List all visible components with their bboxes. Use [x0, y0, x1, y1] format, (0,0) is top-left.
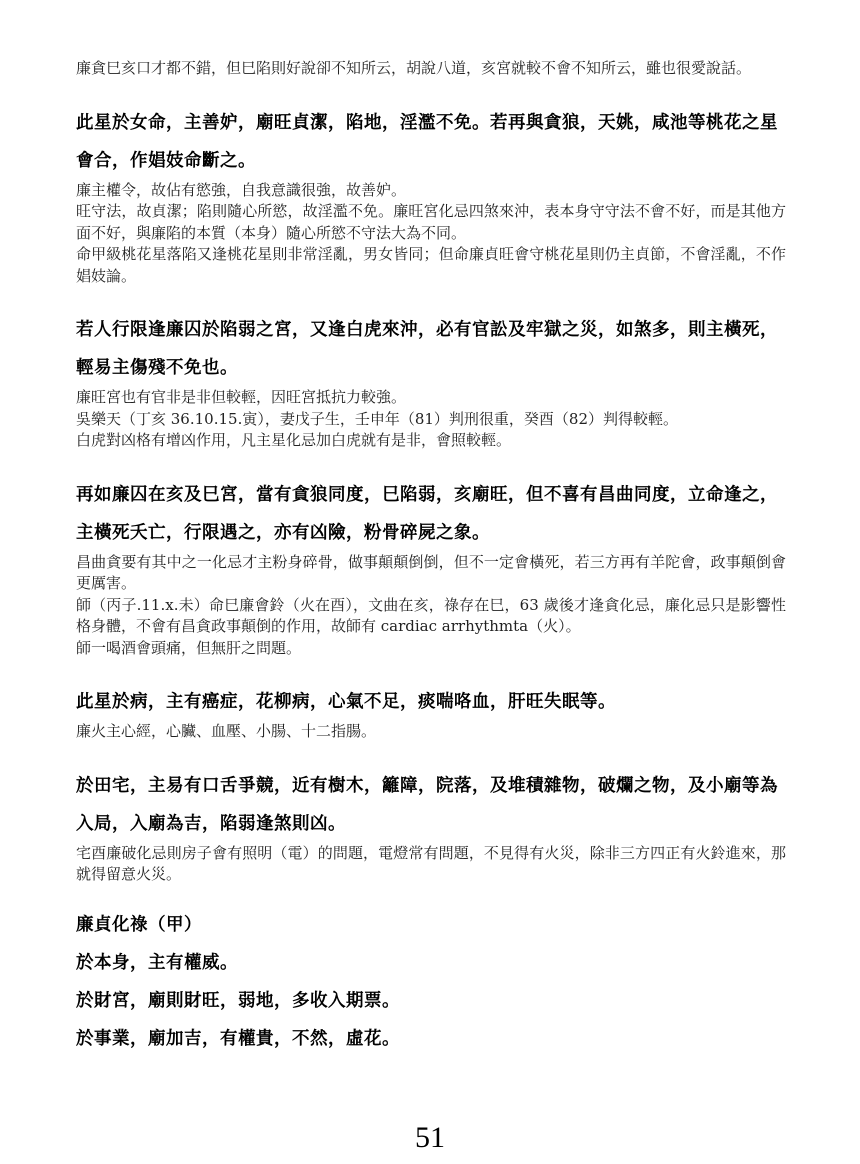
section-note: 白虎對凶格有增凶作用，凡主星化忌加白虎就有是非，會照較輕。	[76, 431, 512, 449]
section-note: 廉火主心經，心臟、血壓、小腸、十二指腸。	[76, 722, 377, 740]
section-heading: 此星於女命，主善妒，廟旺貞潔，陷地，淫濫不免。若再與貪狼，天姚，咸池等桃花之星會合，作娼妓命斷之。	[76, 112, 778, 171]
section-note: 廉旺宮也有官非是非但較輕，因旺宮抵抗力較強。	[76, 388, 407, 406]
final-heading: 廉貞化祿（甲）	[76, 914, 202, 935]
intro-note: 廉貪巳亥口才都不錯，但巳陷則好說卻不知所云，胡說八道，亥宮就較不會不知所云，雖也很愛說話。	[76, 59, 752, 77]
section-note: 師（丙子.11.x.未）命巳廉會鈴（火在酉），文曲在亥，祿存在巳，63 歲後才逢貪化忌，廉化忌只是影響性格身體，不會有昌貪政事顛倒的作用，故師有 cardiac arrhythmta（火）。	[76, 595, 786, 635]
section-note: 師一喝酒會頭痛，但無肝之問題。	[76, 638, 302, 657]
section-note: 昌曲貪要有其中之一化忌才主粉身碎骨，做事顛顛倒倒，但不一定會橫死，若三方再有羊陀會，政事顛倒會更厲害。	[76, 552, 786, 592]
section-note: 廉主權令，故佔有慾強，自我意識很強，故善妒。	[76, 180, 407, 199]
section-female-fate	[76, 104, 786, 288]
final-line: 於本身，主有權威。	[76, 952, 238, 973]
section-heading: 再如廉囚在亥及巳宮，當有貪狼同度，巳陷弱，亥廟旺，但不喜有昌曲同度，立命逢之，主橫死夭亡，行限遇之，亦有凶險，粉骨碎屍之象。	[76, 484, 778, 543]
section-lawsuit	[76, 311, 786, 452]
section-note: 命甲級桃花星落陷又逢桃花星則非常淫亂，男女皆同；但命廉貞旺會守桃花星則仍主貞節，不會淫亂，不作娼妓論。	[76, 245, 786, 285]
section-property	[76, 767, 786, 886]
section-hai-si-palace	[76, 476, 786, 660]
section-lu-transform	[76, 906, 786, 1058]
section-illness	[76, 683, 786, 743]
section-heading: 若人行限逢廉囚於陷弱之宮，又逢白虎來沖，必有官訟及牢獄之災，如煞多，則主橫死，輕易主傷殘不免也。	[76, 320, 778, 378]
final-line: 於財宮，廟則財旺，弱地，多收入期票。	[76, 990, 400, 1011]
section-note: 吳樂天（丁亥 36.10.15.寅），妻戊子生，壬申年（81）判刑很重，癸酉（82）判得較輕。	[76, 409, 679, 428]
section-heading: 此星於病，主有癌症，花柳病，心氣不足，痰喘咯血，肝旺失眠等。	[76, 692, 616, 712]
section-heading: 於田宅，主易有口舌爭競，近有樹木，籬障，院落，及堆積雜物，破爛之物，及小廟等為入局，入廟為吉，陷弱逢煞則凶。	[76, 775, 778, 834]
final-line: 於事業，廟加吉，有權貴，不然，虛花。	[76, 1028, 400, 1049]
page-number: 51	[415, 1121, 445, 1154]
document-page	[76, 58, 786, 1058]
section-note: 宅酉廉破化忌則房子會有照明（電）的問題，電燈常有問題，不見得有火災，除非三方四正有火鈴進來，那就得留意火災。	[76, 843, 786, 883]
section-note: 旺守法，故貞潔；陷則隨心所慾，故淫濫不免。廉旺宮化忌四煞來沖，表本身守守法不會不好，而是其他方面不好，與廉陷的本質（本身）隨心所慾不守法大為不同。	[76, 202, 786, 242]
